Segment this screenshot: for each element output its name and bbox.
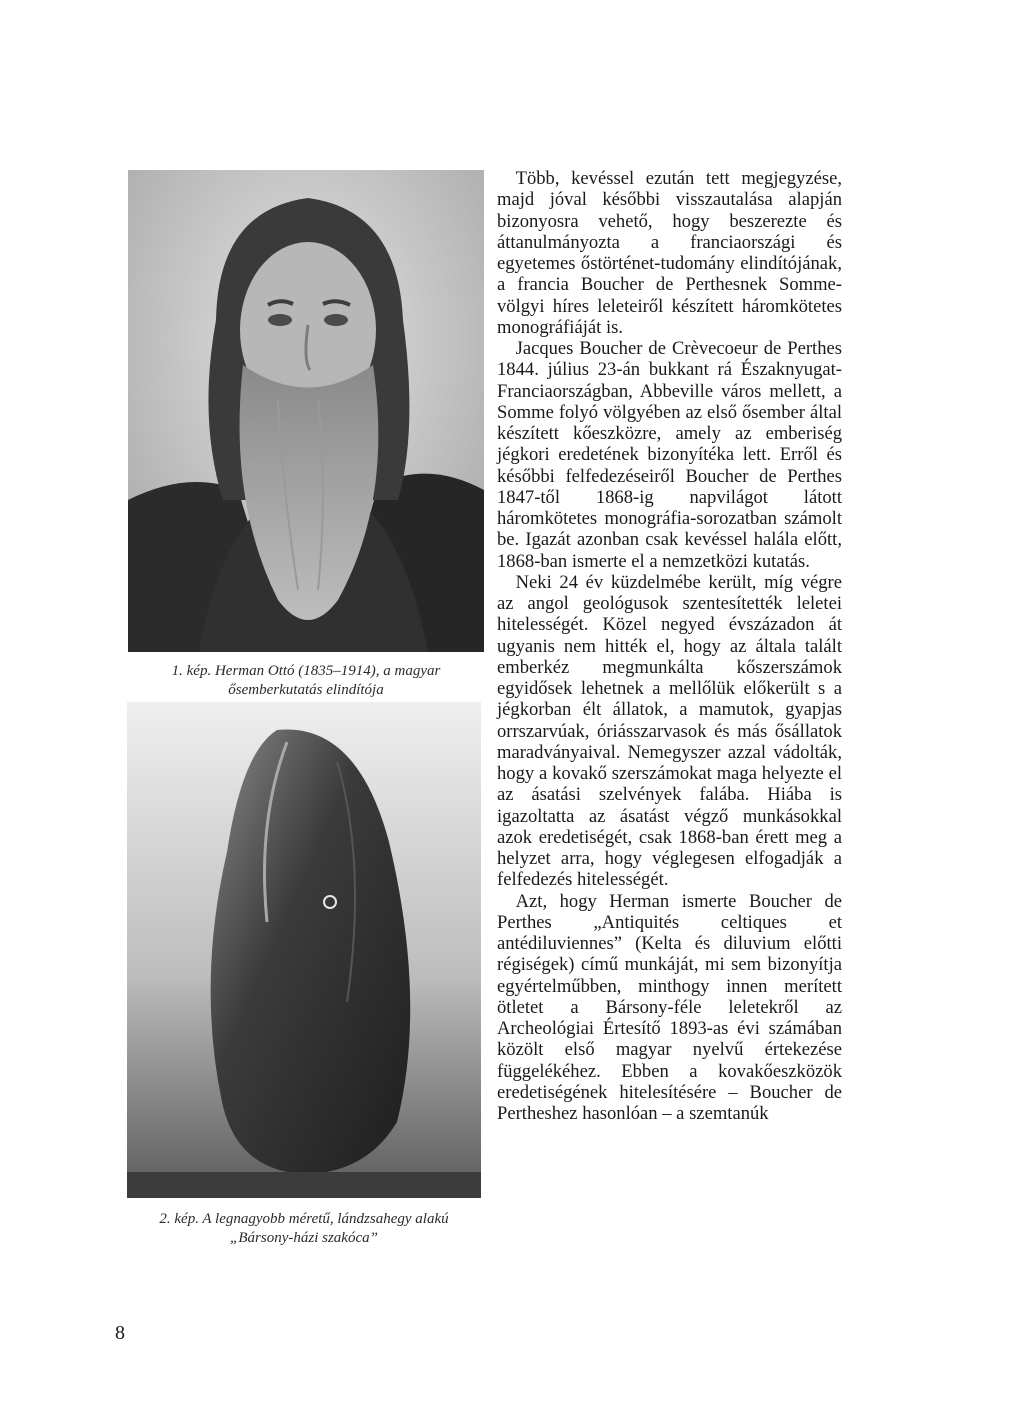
article-text [497, 168, 842, 1124]
hand-axe-photo [127, 702, 481, 1198]
paragraph-1-text: Több, kevéssel ezután tett megjegyzése, majd jóval későbbi visszautalása alapján bizonyosra vehető, hogy beszerezte és áttanulmányozta a franciaországi és egyetemes őstörténet-tudomány elindítójának, a francia Boucher de Perthesnek Somme-völgyi híres leleteiről készített háromkötetes monográfiáját is. [497, 168, 842, 338]
paragraph-2 [497, 338, 842, 572]
paragraph-4-text: Azt, hogy Herman ismerte Boucher de Perthes „Antiquités celtiques et antédiluviennes” (Kelta és diluvium előtti régiségek) című munkáját, mi sem bizonyítja egyértelműbben, minthogy innen merített ötletet a Bársony-féle leletekről az Archeológiai Értesítő 1893-as évi számában közölt első magyar nyelvű értekezése függelékéhez. Ebben a kovakőeszközök eredetiségének hitelesítésére – Boucher de Pertheshez hasonlóan – a szemtanúk [497, 890, 842, 1124]
figure-2-caption-line2: „Bársony-házi szakóca” [230, 1230, 378, 1246]
paragraph-4 [497, 891, 842, 1125]
figure-2-caption [127, 1210, 481, 1248]
page-number: 8 [115, 1322, 125, 1344]
figure-1-caption-line2: ősemberkutatás elindítója [228, 682, 384, 698]
figure-1-caption [128, 662, 484, 700]
portrait-photo-herman-otto [128, 170, 484, 652]
paragraph-2-text: Jacques Boucher de Crèvecoeur de Perthes 1844. július 23-án bukkant rá Északnyugat-Franciaországban, Abbeville város mellett, a Somme folyó völgyében az első ősember által készített kőeszközre, amely az emberiség jégkori eredetének bizonyítéka lett. Erről és későbbi felfedezéseiről Boucher de Perthes 1847-től 1868-ig napvilágot látott háromkötetes monográfia-sorozatban számolt be. Igazát azonban csak kevéssel halála előtt, 1868-ban ismerte el a nemzetközi kutatás. [497, 338, 842, 572]
figure-2-caption-line1: 2. kép. A legnagyobb méretű, lándzsahegy alakú [159, 1211, 449, 1227]
paragraph-1 [497, 168, 842, 338]
portrait-illustration [128, 170, 484, 652]
paragraph-3 [497, 572, 842, 891]
hand-axe-illustration [127, 702, 481, 1198]
figure-1-caption-line1: 1. kép. Herman Ottó (1835–1914), a magyar [171, 663, 441, 679]
paragraph-3-text: Neki 24 év küzdelmébe került, míg végre az angol geológusok szentesítették leletei hitelességét. Közel negyed évszázadon át ugyanis nem hitték el, hogy az általa talált emberkéz megmunkálta kőszerszámok egyidősek lehetnek a mellőlük előkerült s a jégkorban élt állatok, a mamutok, gyapjas orrszarvúak, óriásszarvasok és más ősállatok maradványaival. Nemegyszer azzal vádolták, hogy a kovakő szerszámokat maga helyezte el az ásatási szelvények falába. Hiába is igazoltatta az ásatást végző munkásokkal azok eredetiségét, csak 1868-ban érett meg a helyzet arra, hogy véglegesen elfogadják a felfedezés hitelességét. [497, 571, 842, 891]
